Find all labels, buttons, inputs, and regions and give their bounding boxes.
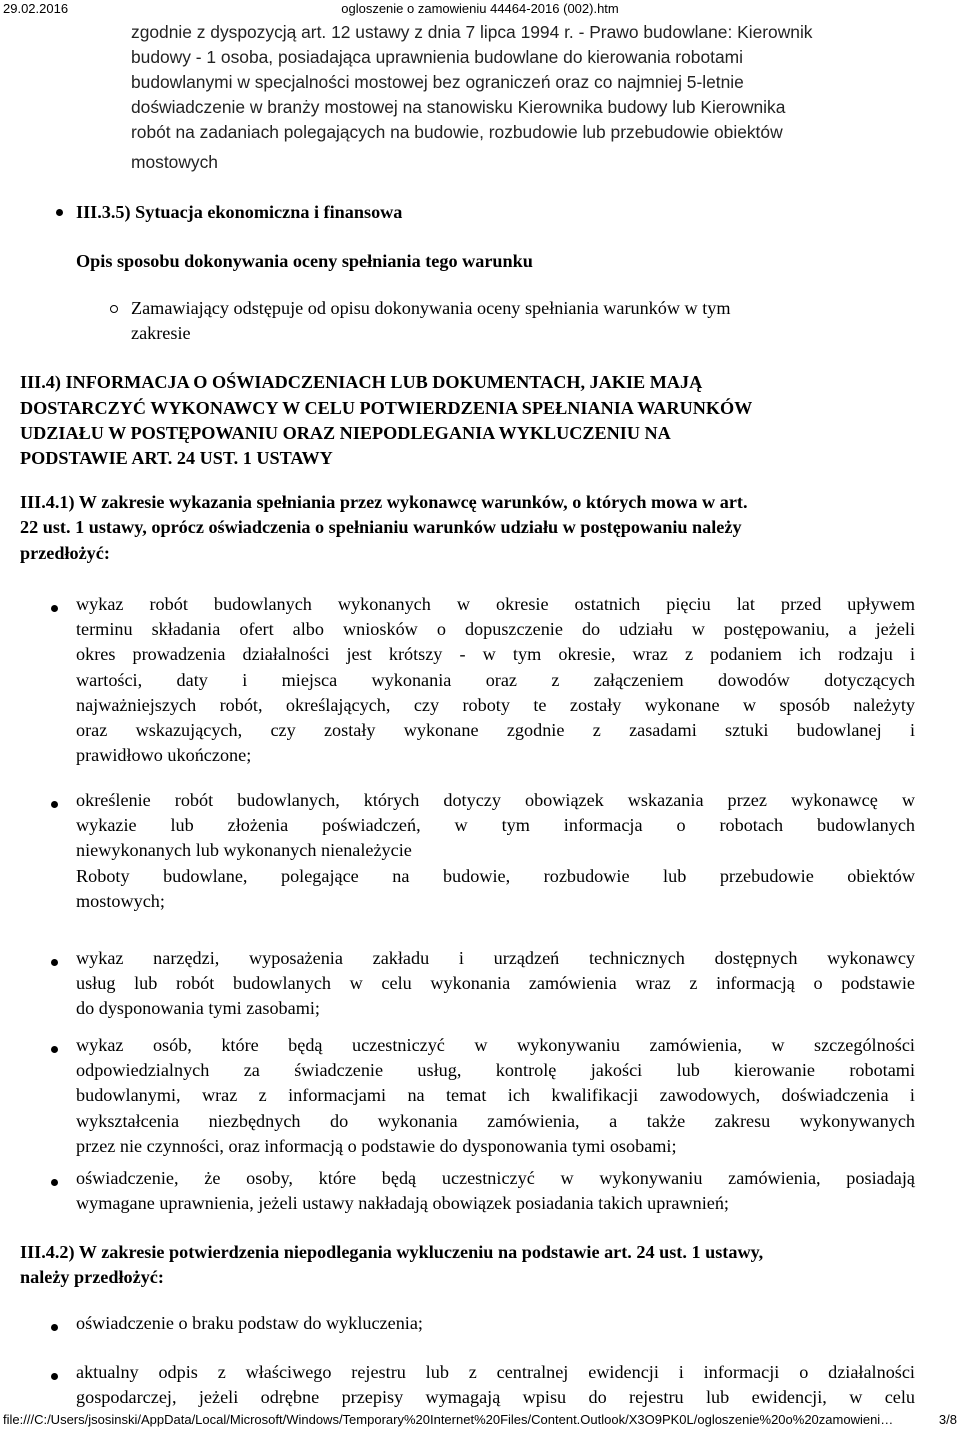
condition-line: zgodnie z dyspozycją art. 12 ustawy z dnia 7 lipca 1994 r. - Prawo budowlane: Kierownik (131, 22, 813, 42)
print-footer (0, 1412, 960, 1430)
line: aktualny odpis z właściwego rejestru lub z centralnej ewidencji i informacji o działalności (76, 1362, 915, 1382)
bullet-disc (51, 605, 58, 612)
line: do dysponowania tymi zasobami; (76, 998, 320, 1019)
heading-line: przedłożyć: (20, 543, 110, 563)
bullet-disc (56, 209, 63, 216)
bullet-disc (51, 959, 58, 966)
section-iii-3-5-subheading: Opis sposobu dokonywania oceny spełniania tego warunku (76, 251, 533, 271)
list-item (76, 1360, 915, 1410)
heading-line: III.4.2) W zakresie potwierdzenia niepodlegania wykluczeniu na podstawie art. 24 ust. 1 ustawy, (20, 1242, 764, 1262)
bullet-disc (51, 1179, 58, 1186)
print-page-number: 3/8 (938, 1412, 957, 1427)
line: określenie robót budowlanych, których dotyczy obowiązek wskazania przez wykonawcę w (76, 790, 915, 810)
line: odpowiedzialnych za świadczenie usług, kontrolę jakości lub kierowanie robotami (76, 1060, 915, 1081)
line: najważniejszych robót, określających, czy roboty te zostały wykonane w sposób należyty (76, 694, 915, 715)
line: mostowych; (76, 890, 165, 911)
line: budowlanymi, wraz z informacjami na temat ich kwalifikacji zawodowych, doświadczenia i (76, 1085, 915, 1106)
line: Roboty budowlane, polegające na budowie, rozbudowie lub przebudowie obiektów (76, 865, 915, 886)
bullet-disc (51, 1046, 58, 1053)
section-iii-3-5-item-line: Zamawiający odstępuje od opisu dokonywania oceny spełniania warunków w tym (131, 298, 731, 318)
bullet-disc (51, 1373, 58, 1380)
bullet-disc (51, 801, 58, 808)
bullet-disc (51, 1324, 58, 1331)
section-iii-3-5-heading: III.3.5) Sytuacja ekonomiczna i finansowa (76, 202, 403, 222)
list-item: oświadczenie o braku podstaw do wykluczenia; (76, 1313, 423, 1333)
line: wykaz robót budowlanych wykonanych w okresie ostatnich pięciu lat przed upływem (76, 594, 915, 614)
condition-line: budowlanymi w specjalności mostowej bez ograniczeń oraz co najmniej 5-letnie (131, 72, 744, 92)
list-item (76, 592, 915, 768)
heading-line: UDZIAŁU W POSTĘPOWANIU ORAZ NIEPODLEGANIA WYKLUCZENIU NA (20, 423, 671, 443)
heading-line: 22 ust. 1 ustawy, oprócz oświadczenia o spełnianiu warunków udziału w postępowaniu należy (20, 517, 742, 537)
line: oraz wskazujących, czy zostały wykonane zgodnie z zasadami sztuki budowlanej i (76, 720, 915, 741)
heading-line: III.4.1) W zakresie wykazania spełniania przez wykonawcę warunków, o których mowa w art. (20, 492, 748, 512)
list-item (76, 946, 915, 1022)
heading-line: należy przedłożyć: (20, 1267, 164, 1287)
line: wymagane uprawnienia, jeżeli ustawy nakładają obowiązek posiadania takich uprawnień; (76, 1193, 729, 1214)
line: wykaz osób, które będą uczestniczyć w wykonywaniu zamówienia, w szczególności (76, 1035, 915, 1055)
heading-line: PODSTAWIE ART. 24 UST. 1 USTAWY (20, 448, 333, 468)
condition-line: mostowych (131, 152, 218, 172)
line: prawidłowo ukończone; (76, 745, 252, 766)
line: przez nie czynności, oraz informacją o podstawie do dysponowania tymi osobami; (76, 1135, 677, 1156)
line: wartości, daty i miejsca wykonania oraz z załączeniem dowodów dotyczących (76, 669, 915, 690)
line: terminu składania ofert albo wniosków o dopuszczenie do udziału w postępowaniu, a jeżeli (76, 619, 915, 640)
line: wykształcenia niezbędnych do wykonania zamówienia, a także zakresu wykonywanych (76, 1110, 915, 1131)
line: usług lub robót budowlanych w celu wykonania zamówienia wraz z informacją o podstawie (76, 973, 915, 994)
bullet-circle (110, 305, 118, 313)
line: wykazie lub złożenia poświadczeń, w tym informacja o robotach budowlanych (76, 815, 915, 836)
print-file-path: file:///C:/Users/jsosinski/AppData/Local/Microsoft/Windows/Temporary%20Internet%20Files/Content.Outlook/X3O9PK0L/ogloszenie%20o%20zamowieni… (3, 1412, 894, 1427)
print-date: 29.02.2016 (3, 1, 69, 16)
condition-line: doświadczenie w branży mostowej na stanowisku Kierownika budowy lub Kierownika (131, 97, 786, 117)
list-item (76, 788, 915, 914)
line: okres prowadzenia działalności jest krótszy - w tym okresie, wraz z podaniem ich rodzaju i (76, 644, 915, 665)
list-item (76, 1166, 915, 1216)
heading-line: DOSTARCZYĆ WYKONAWCY W CELU POTWIERDZENIA SPEŁNIANIA WARUNKÓW (20, 398, 753, 418)
list-item (76, 1033, 915, 1159)
line: oświadczenie, że osoby, które będą uczestniczyć w wykonywaniu zamówienia, posiadają (76, 1168, 915, 1188)
line: wykaz narzędzi, wyposażenia zakładu i urządzeń technicznych dostępnych wykonawcy (76, 948, 915, 968)
print-title: ogloszenie o zamowieniu 44464-2016 (002).htm (341, 1, 619, 16)
heading-line: III.4) INFORMACJA O OŚWIADCZENIACH LUB DOKUMENTACH, JAKIE MAJĄ (20, 372, 703, 392)
condition-line: robót na zadaniach polegających na budowie, rozbudowie lub przebudowie obiektów (131, 122, 783, 142)
line: niewykonanych lub wykonanych nienależycie (76, 840, 412, 861)
print-header (0, 1, 960, 19)
section-iii-3-5-item-line: zakresie (131, 323, 191, 343)
line: gospodarczej, jeżeli odrębne przepisy wymagają wpisu do rejestru lub ewidencji, w celu (76, 1387, 915, 1408)
condition-line: budowy - 1 osoba, posiadająca uprawnienia budowlane do kierowania robotami (131, 47, 743, 67)
